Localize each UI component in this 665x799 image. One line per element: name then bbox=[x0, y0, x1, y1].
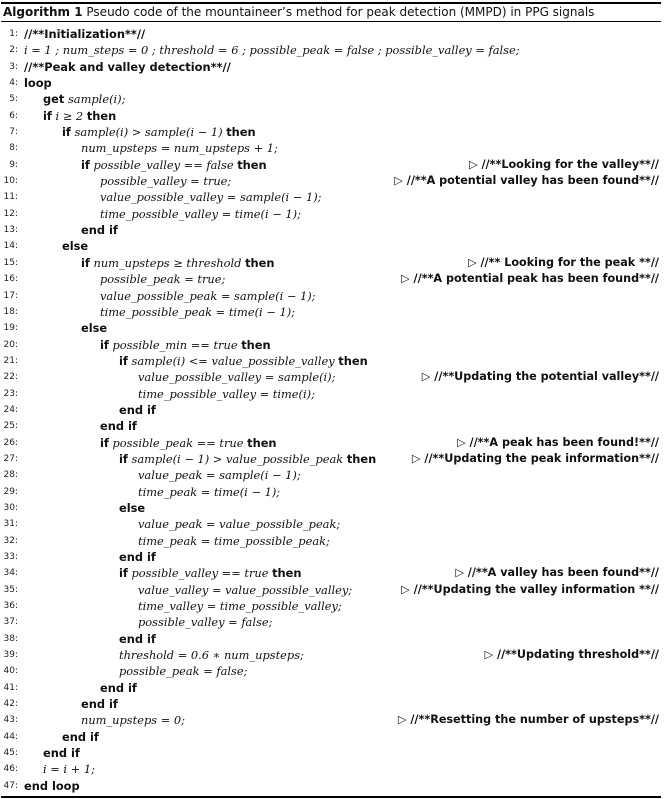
math-expression: possible_valley = false; bbox=[138, 615, 273, 630]
code-line bbox=[1, 778, 661, 794]
math-expression: num_upsteps = 0; bbox=[81, 713, 185, 728]
code-statement bbox=[81, 255, 274, 271]
code-statement bbox=[43, 108, 116, 124]
line-number: 47: bbox=[3, 780, 18, 791]
math-expression: value_possible_valley = sample(i); bbox=[138, 370, 336, 385]
keyword: if bbox=[100, 435, 109, 450]
code-statement bbox=[119, 647, 304, 663]
caption-label: Algorithm 1 bbox=[3, 5, 83, 19]
code-line bbox=[1, 631, 661, 647]
comment: ▷ //**A potential valley has been found**// bbox=[394, 174, 659, 188]
comment: ▷ //**A potential peak has been found**// bbox=[401, 272, 659, 286]
keyword: end if bbox=[81, 223, 118, 238]
code-line bbox=[1, 337, 661, 353]
code-line bbox=[1, 206, 661, 222]
math-expression: possible_peak = true; bbox=[100, 272, 226, 287]
line-number: 27: bbox=[3, 453, 18, 464]
comment: ▷ //**Updating the potential valley**// bbox=[421, 370, 659, 384]
code-statement bbox=[100, 271, 225, 287]
line-number: 11: bbox=[3, 192, 18, 203]
code-line bbox=[1, 582, 661, 598]
code-line bbox=[1, 467, 661, 483]
keyword: get bbox=[43, 92, 65, 107]
line-number: 36: bbox=[3, 601, 18, 612]
line-number: 30: bbox=[3, 502, 18, 513]
keyword: //**Initialization**// bbox=[24, 27, 146, 41]
comment: ▷ //**A peak has been found!**// bbox=[457, 435, 659, 449]
keyword: else bbox=[119, 500, 146, 515]
keyword-then: then bbox=[338, 353, 368, 368]
code-statement bbox=[119, 402, 156, 418]
code-line bbox=[1, 222, 661, 238]
math-expression: value_peak = value_possible_peak; bbox=[138, 517, 341, 532]
math-expression: possible_peak = false; bbox=[119, 664, 248, 679]
code-line bbox=[1, 386, 661, 402]
math-expression: time_possible_valley = time(i); bbox=[138, 386, 315, 401]
code-statement bbox=[24, 75, 52, 91]
math-expression: possible_valley == true bbox=[131, 566, 269, 581]
keyword: if bbox=[119, 353, 128, 368]
algorithm-box bbox=[1, 2, 661, 798]
code-line bbox=[1, 255, 661, 271]
line-number: 6: bbox=[9, 110, 18, 121]
code-line bbox=[1, 565, 661, 581]
keyword: if bbox=[100, 337, 109, 352]
code-statement bbox=[138, 467, 301, 483]
comment: ▷ //**Updating the valley information **// bbox=[401, 582, 659, 596]
code-line bbox=[1, 91, 661, 107]
math-expression: num_upsteps = num_upsteps + 1; bbox=[81, 141, 278, 156]
line-number: 19: bbox=[3, 323, 18, 334]
line-number: 5: bbox=[9, 94, 18, 105]
caption-text: Pseudo code of the mountaineer’s method for peak detection (MMPD) in PPG signals bbox=[86, 5, 595, 19]
keyword-then: then bbox=[226, 125, 256, 140]
keyword: if bbox=[43, 108, 52, 123]
code-statement bbox=[100, 288, 316, 304]
keyword-then: then bbox=[237, 157, 267, 172]
comment: ▷ //**Looking for the valley**// bbox=[468, 157, 659, 171]
keyword: end if bbox=[62, 729, 99, 744]
code-statement bbox=[119, 549, 156, 565]
code-statement bbox=[24, 778, 80, 794]
keyword: if bbox=[119, 566, 128, 581]
math-expression: possible_peak == true bbox=[112, 435, 244, 450]
code-line bbox=[1, 402, 661, 418]
code-line bbox=[1, 304, 661, 320]
line-number: 44: bbox=[3, 731, 18, 742]
line-number: 41: bbox=[3, 682, 18, 693]
keyword: end if bbox=[43, 746, 80, 761]
code-line bbox=[1, 516, 661, 532]
math-expression: num_upsteps ≥ threshold bbox=[93, 255, 242, 270]
line-number: 33: bbox=[3, 552, 18, 562]
line-number: 38: bbox=[3, 633, 18, 644]
math-expression: sample(i) > sample(i − 1) bbox=[74, 125, 223, 140]
math-expression: i ≥ 2 bbox=[55, 108, 84, 123]
math-expression: time_valley = time_possible_valley; bbox=[138, 599, 342, 614]
code-statement bbox=[62, 729, 99, 745]
keyword-then: then bbox=[272, 566, 302, 581]
code-statement bbox=[62, 124, 256, 140]
line-number: 28: bbox=[3, 470, 18, 481]
code-line bbox=[1, 42, 661, 58]
keyword-then: then bbox=[86, 108, 117, 123]
comment: ▷ //**Resetting the number of upsteps**// bbox=[397, 713, 659, 727]
keyword: end if bbox=[119, 402, 156, 417]
keyword: if bbox=[81, 157, 90, 172]
code-statement bbox=[43, 761, 95, 777]
keyword: end if bbox=[100, 680, 137, 695]
line-number: 29: bbox=[3, 486, 18, 497]
line-number: 42: bbox=[3, 699, 18, 710]
line-number: 34: bbox=[3, 568, 18, 579]
line-number: 2: bbox=[9, 45, 18, 56]
math-expression: sample(i − 1) > value_possible_peak bbox=[131, 451, 344, 466]
keyword: if bbox=[62, 125, 71, 140]
code-line bbox=[1, 108, 661, 124]
code-statement bbox=[81, 320, 107, 336]
line-number: 8: bbox=[9, 143, 18, 154]
code-line bbox=[1, 369, 661, 385]
code-statement bbox=[43, 91, 125, 107]
code-statement bbox=[138, 516, 340, 532]
comment: ▷ //**A valley has been found**// bbox=[455, 566, 659, 580]
keyword: end if bbox=[100, 419, 137, 434]
code-statement bbox=[24, 59, 231, 75]
code-line bbox=[1, 124, 661, 140]
math-expression: i = i + 1; bbox=[43, 762, 95, 777]
code-statement bbox=[81, 140, 278, 156]
code-line bbox=[1, 238, 661, 254]
line-number: 23: bbox=[3, 388, 18, 399]
code-statement bbox=[119, 500, 145, 516]
line-number: 31: bbox=[3, 519, 18, 530]
line-number: 45: bbox=[3, 748, 18, 759]
code-line bbox=[1, 157, 661, 173]
keyword: if bbox=[81, 255, 90, 270]
code-statement bbox=[24, 42, 520, 58]
comment: ▷ //** Looking for the peak **// bbox=[467, 255, 659, 269]
line-number: 32: bbox=[3, 535, 18, 546]
code-statement bbox=[100, 680, 137, 696]
math-expression: time_peak = time_possible_peak; bbox=[138, 533, 330, 548]
line-number: 14: bbox=[3, 241, 18, 252]
code-line bbox=[1, 484, 661, 500]
code-line bbox=[1, 451, 661, 467]
code-line bbox=[1, 500, 661, 516]
line-number: 7: bbox=[9, 127, 18, 138]
line-number: 46: bbox=[3, 764, 18, 775]
code-line bbox=[1, 598, 661, 614]
math-expression: sample(i); bbox=[67, 92, 126, 107]
line-number: 3: bbox=[9, 61, 18, 72]
code-line bbox=[1, 418, 661, 434]
math-expression: possible_valley == false bbox=[93, 157, 234, 172]
line-number: 4: bbox=[9, 78, 18, 89]
code-line bbox=[1, 75, 661, 91]
code-statement bbox=[119, 353, 368, 369]
code-line bbox=[1, 680, 661, 696]
code-line bbox=[1, 189, 661, 205]
algorithm-caption bbox=[1, 4, 661, 21]
line-number: 26: bbox=[3, 437, 18, 448]
code-line bbox=[1, 353, 661, 369]
keyword: else bbox=[81, 321, 108, 336]
code-line bbox=[1, 696, 661, 712]
code-line bbox=[1, 533, 661, 549]
math-expression: time_possible_peak = time(i − 1); bbox=[100, 304, 295, 319]
line-number: 12: bbox=[3, 208, 18, 219]
line-number: 24: bbox=[3, 404, 18, 415]
keyword: if bbox=[119, 451, 128, 466]
comment: ▷ //**Updating threshold**// bbox=[484, 648, 659, 662]
code-statement bbox=[100, 304, 295, 320]
code-line bbox=[1, 663, 661, 679]
code-statement bbox=[100, 189, 321, 205]
code-line bbox=[1, 549, 661, 565]
code-line bbox=[1, 761, 661, 777]
keyword: end loop bbox=[24, 778, 80, 793]
code-statement bbox=[138, 533, 330, 549]
code-statement bbox=[119, 663, 247, 679]
code-statement bbox=[119, 631, 156, 647]
line-number: 35: bbox=[3, 584, 18, 595]
code-statement bbox=[138, 598, 342, 614]
math-expression: possible_valley = true; bbox=[100, 174, 232, 189]
code-line bbox=[1, 614, 661, 630]
code-line bbox=[1, 26, 661, 42]
keyword-then: then bbox=[241, 337, 271, 352]
line-number: 10: bbox=[3, 176, 18, 187]
math-expression: value_valley = value_possible_valley; bbox=[138, 582, 353, 597]
code-line bbox=[1, 140, 661, 156]
code-line bbox=[1, 59, 661, 75]
code-line bbox=[1, 271, 661, 287]
code-statement bbox=[81, 157, 267, 173]
keyword-then: then bbox=[245, 255, 275, 270]
bottom-rule bbox=[1, 796, 661, 798]
code-statement bbox=[24, 26, 145, 42]
line-number: 39: bbox=[3, 650, 18, 661]
math-expression: threshold = 0.6 ∗ num_upsteps; bbox=[119, 648, 304, 663]
keyword: loop bbox=[24, 76, 52, 91]
code-statement bbox=[119, 451, 376, 467]
keyword-then: then bbox=[247, 435, 277, 450]
keyword: else bbox=[62, 239, 89, 254]
code-statement bbox=[138, 369, 335, 385]
keyword: end if bbox=[119, 631, 156, 646]
line-number: 15: bbox=[3, 257, 18, 268]
code-statement bbox=[62, 238, 88, 254]
code-statement bbox=[100, 418, 137, 434]
math-expression: i = 1 ; num_steps = 0 ; threshold = 6 ; possible_peak = false ; possible_valley = false; bbox=[24, 43, 520, 58]
code-statement bbox=[138, 386, 315, 402]
keyword: end if bbox=[81, 697, 118, 712]
code-statement bbox=[138, 582, 352, 598]
code-statement bbox=[100, 173, 231, 189]
math-expression: value_possible_peak = sample(i − 1); bbox=[100, 288, 316, 303]
math-expression: time_possible_valley = time(i − 1); bbox=[100, 206, 301, 221]
code-line bbox=[1, 173, 661, 189]
code-line bbox=[1, 288, 661, 304]
code-statement bbox=[138, 484, 280, 500]
line-number: 17: bbox=[3, 290, 18, 301]
math-expression: possible_min == true bbox=[112, 337, 238, 352]
code-line bbox=[1, 729, 661, 745]
math-expression: value_possible_valley = sample(i − 1); bbox=[100, 190, 322, 205]
line-number: 18: bbox=[3, 306, 18, 317]
code-statement bbox=[119, 565, 302, 581]
code-statement bbox=[81, 222, 118, 238]
line-number: 40: bbox=[3, 666, 18, 677]
keyword: //**Peak and valley detection**// bbox=[24, 59, 231, 74]
line-number: 37: bbox=[3, 617, 18, 628]
code-line bbox=[1, 435, 661, 451]
code-statement bbox=[81, 696, 118, 712]
code-statement bbox=[100, 435, 277, 451]
code-statement bbox=[81, 712, 185, 728]
math-expression: time_peak = time(i − 1); bbox=[138, 484, 281, 499]
line-number: 25: bbox=[3, 421, 18, 432]
code-lines bbox=[1, 22, 661, 794]
code-statement bbox=[100, 337, 271, 353]
line-number: 13: bbox=[3, 225, 18, 236]
code-line bbox=[1, 647, 661, 663]
math-expression: value_peak = sample(i − 1); bbox=[138, 468, 301, 483]
code-statement bbox=[100, 206, 301, 222]
keyword-then: then bbox=[346, 451, 377, 466]
math-expression: sample(i) <= value_possible_valley bbox=[131, 353, 335, 368]
keyword: end if bbox=[119, 550, 156, 564]
line-number: 22: bbox=[3, 372, 18, 383]
comment: ▷ //**Updating the peak information**// bbox=[411, 451, 659, 465]
code-line bbox=[1, 320, 661, 336]
code-line bbox=[1, 745, 661, 761]
line-number: 9: bbox=[9, 159, 18, 170]
code-statement bbox=[43, 745, 80, 761]
code-line bbox=[1, 712, 661, 728]
line-number: 43: bbox=[3, 715, 18, 726]
line-number: 16: bbox=[3, 274, 18, 285]
line-number: 21: bbox=[3, 355, 18, 366]
line-number: 1: bbox=[9, 29, 18, 39]
code-statement bbox=[138, 614, 272, 630]
line-number: 20: bbox=[3, 339, 18, 350]
